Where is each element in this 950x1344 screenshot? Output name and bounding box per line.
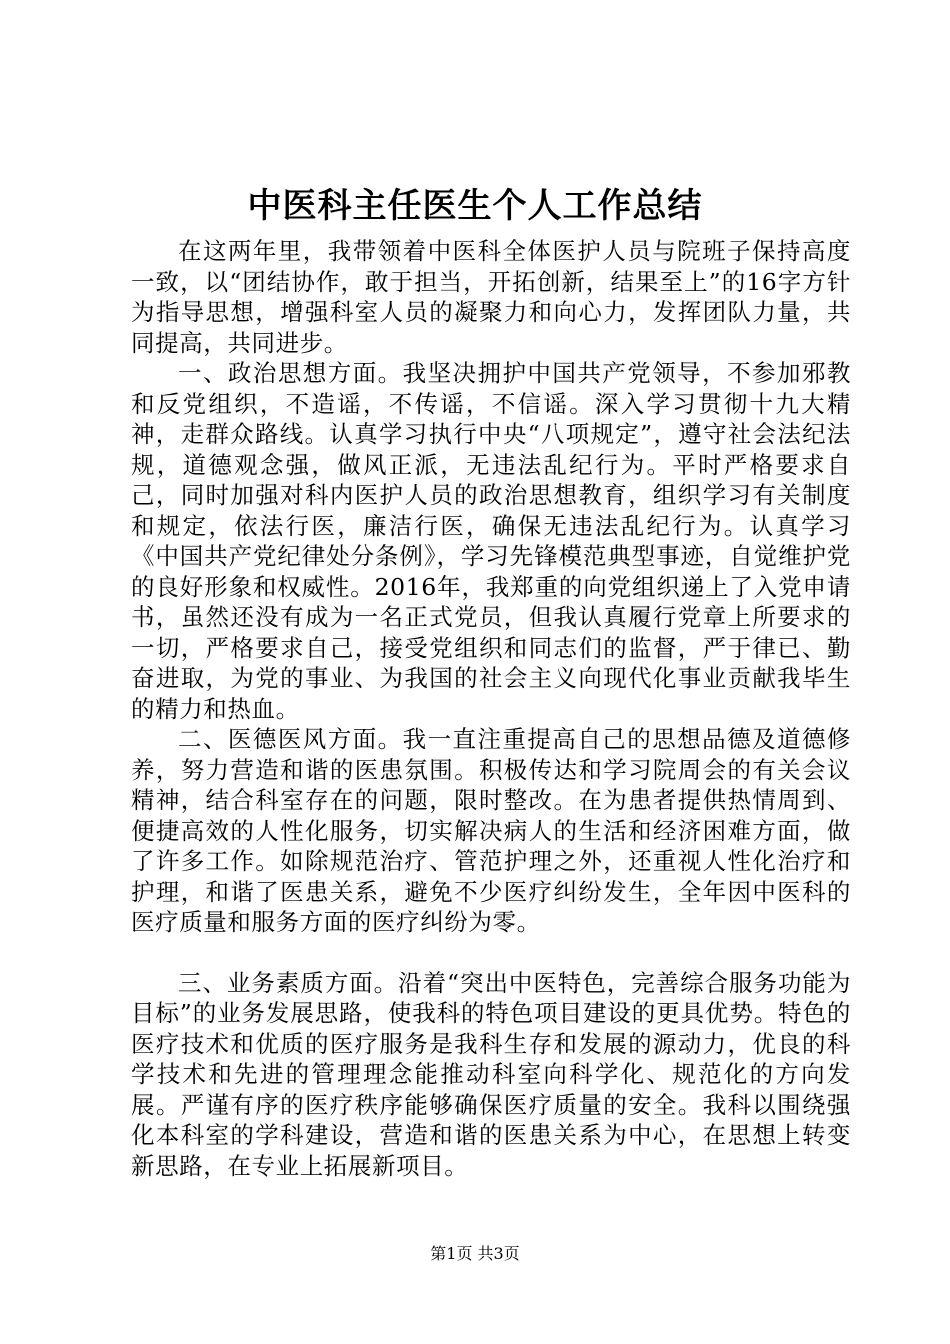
document-title: 中医科主任医生个人工作总结: [247, 186, 703, 226]
political-thought-paragraph: 一、政治思想方面。我坚决拥护中国共产党领导，不参加邪教和反党组织，不造谣，不传谣，不信谣。深入学习贯彻十九大精神，走群众路线。认真学习执行中央“八项规定”，遵守社会法纪法规，道德观念强，做风正派，无违法乱纪行为。平时严格要求自己，同时加强对科内医护人员的政治思想教育，组织学习有关制度和规定，依法行医，廉洁行医，确保无违法乱纪行为。认真学习《中国共产党纪律处分条例》，学习先锋模范典型事迹，自觉维护党的良好形象和权威性。2016年，我郑重的向党组织递上了入党申请书，虽然还没有成为一名正式党员，但我认真履行党章上所要求的一切，严格要求自己，接受党组织和同志们的监督，严于律已、勤奋进取，为党的事业、为我国的社会主义向现代化事业贡献我毕生的精力和热血。: [131, 359, 851, 723]
intro-paragraph: 在这两年里，我带领着中医科全体医护人员与院班子保持高度一致，以“团结协作，敢于担当，开拓创新，结果至上”的16字方针为指导思想，增强科室人员的凝聚力和向心力，发挥团队力量，共同提高，共同进步。: [131, 237, 851, 357]
professional-quality-paragraph: 三、业务素质方面。沿着“突出中医特色，完善综合服务功能为目标”的业务发展思路，使我科的特色项目建设的更具优势。特色的医疗技术和优质的医疗服务是我科生存和发展的源动力，优良的科学技术和先进的管理理念能推动科室向科学化、规范化的方向发展。严谨有序的医疗秩序能够确保医疗质量的安全。我科以围绕强化本科室的学科建设，营造和谐的医患关系为中心，在思想上转变新思路，在专业上拓展新项目。: [131, 968, 851, 1180]
page-number-footer: 第1页 共3页: [430, 1244, 520, 1263]
medical-ethics-paragraph: 二、医德医风方面。我一直注重提高自己的思想品德及道德修养，努力营造和谐的医患氛围。积极传达和学习院周会的有关会议精神，结合科室存在的问题，限时整改。在为患者提供热情周到、便捷高效的人性化服务，切实解决病人的生活和经济困难方面，做了许多工作。如除规范治疗、管范护理之外，还重视人性化治疗和护理，和谐了医患关系，避免不少医疗纠纷发生，全年因中医科的医疗质量和服务方面的医疗纠纷为零。: [131, 725, 851, 936]
document-body: [131, 236, 851, 1181]
